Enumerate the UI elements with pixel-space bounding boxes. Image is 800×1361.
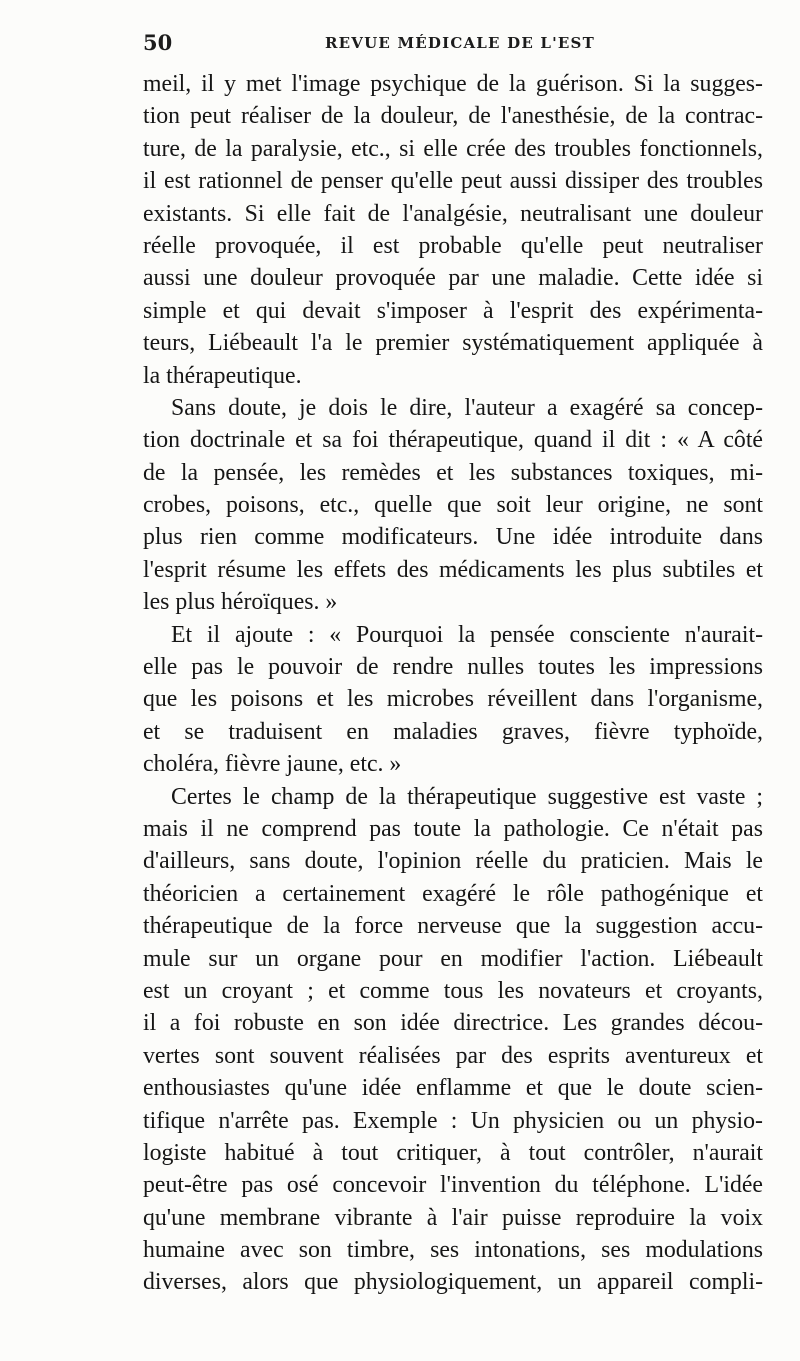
text-line: tifique n'arrête pas. Exemple : Un physicien ou un physio- (143, 1107, 763, 1134)
text-line: mais il ne comprend pas toute la pathologie. Ce n'était pas (143, 815, 763, 842)
page-header (143, 30, 763, 60)
text-line: existants. Si elle fait de l'analgésie, neutralisant une douleur (143, 200, 763, 227)
text-line: meil, il y met l'image psychique de la guérison. Si la sugges- (143, 71, 763, 97)
text-line: elle pas le pouvoir de rendre nulles toutes les impressions (143, 654, 763, 681)
text-line: Et il ajoute : « Pourquoi la pensée consciente n'aurait- (171, 621, 763, 648)
text-line: est un croyant ; et comme tous les novateurs et croyants, (143, 977, 763, 1004)
text-line: crobes, poisons, etc., quelle que soit leur origine, ne sont (143, 492, 763, 519)
text-line: vertes sont souvent réalisées par des esprits aventureux et (143, 1042, 763, 1069)
text-line: humaine avec son timbre, ses intonations, ses modulations (143, 1237, 763, 1264)
text-line: peut-être pas osé concevoir l'invention du téléphone. L'idée (143, 1172, 763, 1199)
text-line: simple et qui devait s'imposer à l'esprit des expérimenta- (143, 297, 763, 324)
running-title: REVUE MÉDICALE DE L'EST (325, 34, 595, 52)
text-line: il a foi robuste en son idée directrice. Les grandes décou- (143, 1010, 763, 1037)
text-line: choléra, fièvre jaune, etc. » (143, 751, 402, 778)
text-line: réelle provoquée, il est probable qu'elle peut neutraliser (143, 232, 763, 259)
text-line: de la pensée, les remèdes et les substances toxiques, mi- (143, 459, 763, 486)
text-line: logiste habitué à tout critiquer, à tout contrôler, n'aurait (143, 1139, 763, 1166)
text-line: Certes le champ de la thérapeutique suggestive est vaste ; (171, 783, 763, 810)
text-line: teurs, Liébeault l'a le premier systématiquement appliquée à (143, 330, 763, 357)
page-number: 50 (143, 30, 173, 55)
text-line: aussi une douleur provoquée par une maladie. Cette idée si (143, 265, 763, 292)
text-line: théoricien a certainement exagéré le rôle pathogénique et (143, 880, 763, 907)
body-text (143, 68, 763, 1299)
text-line: diverses, alors que physiologiquement, un appareil compli- (143, 1269, 763, 1296)
text-line: ture, de la paralysie, etc., si elle crée des troubles fonctionnels, (143, 135, 763, 162)
text-line: la thérapeutique. (143, 362, 302, 389)
text-line: tion doctrinale et sa foi thérapeutique, quand il dit : « A côté (143, 427, 763, 454)
text-line: il est rationnel de penser qu'elle peut aussi dissiper des troubles (143, 168, 763, 195)
text-line: et se traduisent en maladies graves, fièvre typhoïde, (143, 718, 763, 745)
text-line: que les poisons et les microbes réveillent dans l'organisme, (143, 686, 763, 713)
text-line: l'esprit résume les effets des médicaments les plus subtiles et (143, 556, 763, 583)
text-line: Sans doute, je dois le dire, l'auteur a exagéré sa concep- (171, 394, 763, 421)
text-line: d'ailleurs, sans doute, l'opinion réelle du praticien. Mais le (143, 848, 763, 875)
text-line: tion peut réaliser de la douleur, de l'anesthésie, de la contrac- (143, 103, 763, 130)
text-line: les plus héroïques. » (143, 589, 338, 616)
text-line: enthousiastes qu'une idée enflamme et que le doute scien- (143, 1075, 763, 1102)
text-line: qu'une membrane vibrante à l'air puisse reproduire la voix (143, 1204, 763, 1231)
text-line: thérapeutique de la force nerveuse que la suggestion accu- (143, 913, 763, 940)
text-line: mule sur un organe pour en modifier l'action. Liébeault (143, 945, 763, 972)
text-line: plus rien comme modificateurs. Une idée introduite dans (143, 524, 763, 551)
